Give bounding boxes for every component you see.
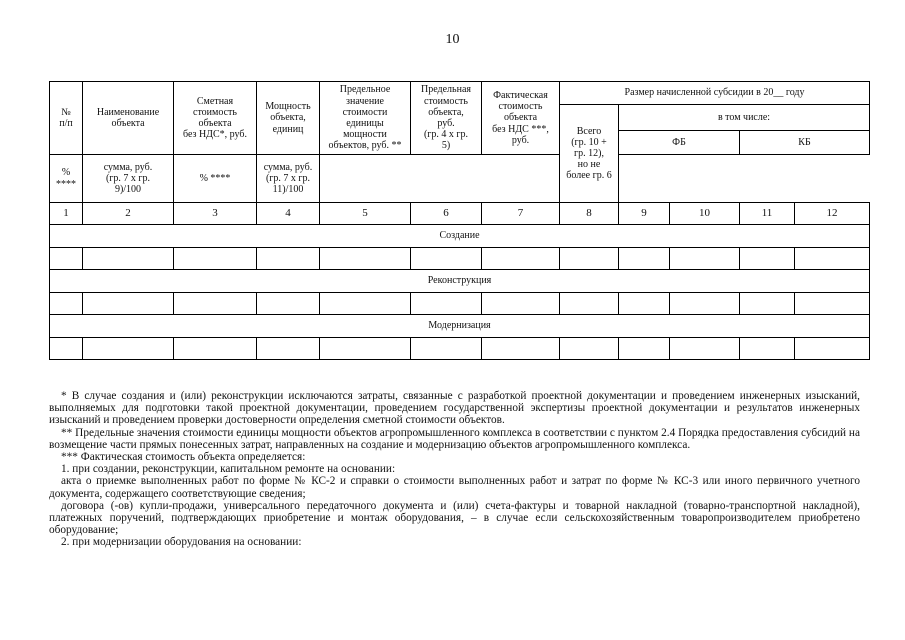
header-actual-cost: Фактическая стоимость объекта без НДС ***, руб. (482, 82, 560, 155)
empty-row-creation (50, 248, 870, 270)
header-limit-unit-cost: Предельное значение стоимости единицы мощности объектов, руб. ** (320, 82, 411, 155)
header-fb-sum: сумма, руб. (гр. 7 х гр. 9)/100 (83, 155, 174, 203)
empty-row-modernization (50, 338, 870, 360)
header-fb: ФБ (619, 131, 740, 155)
header-limit-object-cost: Предельная стоимость объекта, руб. (гр. 4 х гр. 5) (411, 82, 482, 155)
section-modernization: Модернизация (50, 315, 870, 338)
footnote-3-item-1: 1. при создании, реконструкции, капитальном ремонте на основании: (61, 463, 396, 476)
column-number: 6 (411, 203, 482, 225)
footnotes (49, 390, 860, 549)
column-number: 2 (83, 203, 174, 225)
section-creation: Создание (50, 225, 870, 248)
column-numbers-row (50, 203, 870, 225)
header-capacity: Мощность объекта, единиц (257, 82, 320, 155)
column-number: 9 (619, 203, 670, 225)
header-num: № п/п (50, 82, 83, 155)
empty-row-reconstruction (50, 293, 870, 315)
header-total: Всего (гр. 10 + гр. 12), но не более гр. 6 (560, 105, 619, 203)
column-number: 1 (50, 203, 83, 225)
column-number: 3 (174, 203, 257, 225)
column-number: 7 (482, 203, 560, 225)
header-including: в том числе: (619, 105, 870, 131)
footnote-3-item-2: 2. при модернизации оборудования на основании: (61, 536, 302, 549)
header-fb-percent: % **** (50, 155, 83, 203)
footnote-3-item-1a: акта о приемке выполненных работ по форме № КС-2 и справки о стоимости выполненных работ и затрат по форме № КС-3 или иного первичного учетного документа, содержащего соответствующие сведения; (49, 475, 860, 500)
column-number: 10 (670, 203, 740, 225)
header-object-name: Наименование объекта (83, 82, 174, 155)
column-number: 12 (795, 203, 870, 225)
subsidy-table (49, 81, 870, 360)
footnote-2: ** Предельные значения стоимости единицы мощности объектов агропромышленного комплекса в соответствии с пунктом 2.4 Порядка предоставления субсидий на возмещение части прямых понесенных затрат, направленных на создание и модернизацию объектов агропромышленного комплекса. (49, 426, 860, 451)
footnote-1: * В случае создания и (или) реконструкции исключаются затраты, связанные с разработкой проектной документации и проведением инженерных изысканий, выполняемых для подготовки такой проектной документации, проведением государственной экспертизы проектной документации и результатов инженерных изысканий и проведением проверки достоверности определения сметной стоимости объектов. (49, 390, 860, 427)
footnote-3: *** Фактическая стоимость объекта определяется: (61, 451, 306, 464)
header-kb-percent: % **** (174, 155, 257, 203)
section-reconstruction: Реконструкция (50, 270, 870, 293)
column-number: 11 (740, 203, 795, 225)
column-number: 5 (320, 203, 411, 225)
column-number: 8 (560, 203, 619, 225)
column-number: 4 (257, 203, 320, 225)
page-number: 10 (445, 32, 460, 47)
footnote-3-item-1b: договора (-ов) купли-продажи, универсального передаточного документа и (или) счета-фактуры и товарной накладной (товарно-транспортной накладной), платежных поручений, подтверждающих приобретение и монтаж оборудования, – в случае если сельскохозяйственным товаропроизводителем приобретено оборудование; (49, 499, 860, 537)
header-kb-sum: сумма, руб. (гр. 7 х гр. 11)/100 (257, 155, 320, 203)
header-estimate-cost: Сметная стоимость объекта без НДС*, руб. (174, 82, 257, 155)
header-subsidy-group: Размер начисленной субсидии в 20__ году (560, 82, 870, 105)
header-kb: КБ (740, 131, 870, 155)
